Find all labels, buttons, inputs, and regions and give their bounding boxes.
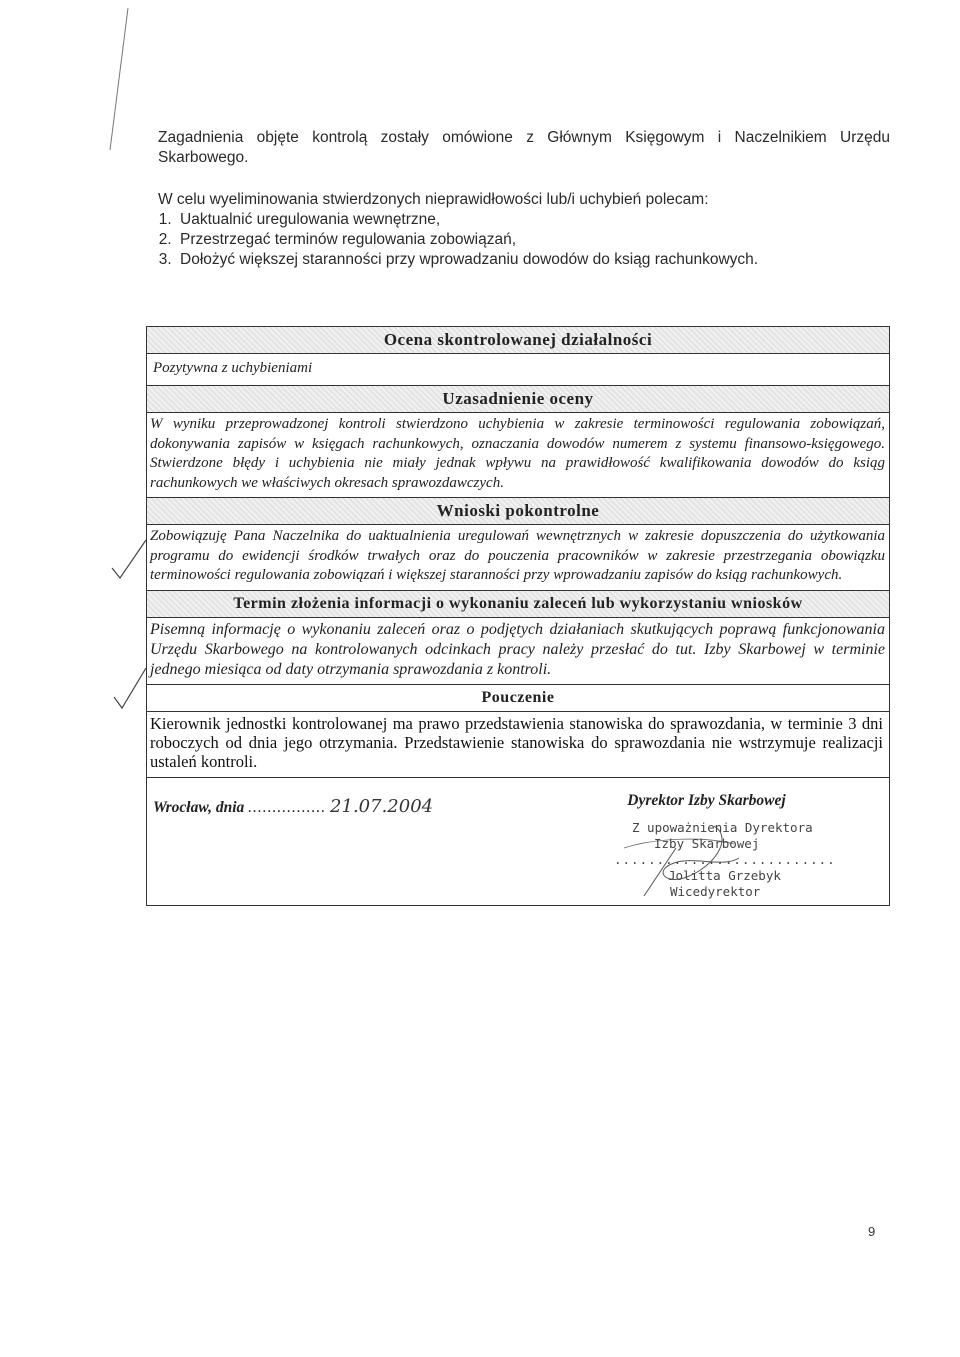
- recommendation-list: [158, 210, 890, 270]
- page-number: 9: [868, 1224, 876, 1239]
- place-date-label: Wrocław, dnia: [153, 798, 245, 816]
- handwritten-date: 21.07.2004: [330, 795, 434, 817]
- signature-block: [524, 778, 889, 905]
- place-date: [147, 778, 524, 905]
- justification-text: W wyniku przeprowadzonej kontroli stwierdzono uchybienia w zakresie terminowości regulowania zobowiązań, dokonywania zapisów w księgach rachunkowych, oznaczania dowodów numerem z systemu finansowo-księgowego. Stwierdzone błędy i uchybienia nie miały jednak wpływu na prawidłowość kwalifikowania dowodów do ksiąg rachunkowych we właściwych okresach sprawozdawczych.: [147, 412, 889, 497]
- recommendation-item: 3. Dołożyć większej staranności przy wprowadzaniu dowodów do ksiąg rachunkowych.: [176, 250, 890, 270]
- stamp-line-position: Wicedyrektor: [670, 883, 761, 899]
- conclusions-text: Zobowiązuję Pana Naczelnika do uaktualnienia uregulowań wewnętrznych w zakresie dopuszczenia do użytkowania programu do ewidencji środków trwałych oraz do pouczenia pracowników w zakresie przestrzegania obowiązku terminowości regulowania zobowiązań i większej staranności przy wprowadzaniu zapisów do ksiąg rachunkowych.: [147, 524, 889, 590]
- assessment-header: Ocena skontrolowanej działalności: [147, 327, 889, 353]
- signatory-title: Dyrektor Izby Skarbowej: [627, 791, 786, 809]
- instruction-text: Kierownik jednostki kontrolowanej ma prawo przedstawienia stanowiska do sprawozdania, w terminie 3 dni roboczych od dnia jego otrzymania. Przedstawienie stanowiska do sprawozdania nie wstrzymuje realizacji ustaleń kontroli.: [147, 711, 889, 777]
- margin-pen-line: [110, 8, 128, 150]
- intro-paragraph-1: Zagadnienia objęte kontrolą zostały omówione z Głównym Księgowym i Naczelnikiem Urzędu Skarbowego.: [158, 129, 890, 166]
- recommendation-item: 1. Uaktualnić uregulowania wewnętrzne,: [176, 210, 890, 230]
- stamp-line-office: Izby Skarbowej: [654, 835, 760, 851]
- deadline-text: Pisemną informację o wykonaniu zaleceń oraz o podjętych działaniach skutkujących poprawą funkcjonowania Urzędu Skarbowego na kontrolowanych odcinkach pracy należy przesłać do tut. Izby Skarbowej w terminie jednego miesiąca od daty otrzymania sprawozdania z kontroli.: [147, 617, 889, 684]
- stamp-dots: ..........................: [614, 851, 836, 867]
- deadline-header: Termin złożenia informacji o wykonaniu zaleceń lub wykorzystaniu wniosków: [147, 590, 889, 617]
- signature-row: [147, 777, 889, 905]
- recommendation-item: 2. Przestrzegać terminów regulowania zobowiązań,: [176, 230, 890, 250]
- assessment-value: Pozytywna z uchybieniami: [147, 353, 889, 385]
- instruction-header: Pouczenie: [147, 684, 889, 711]
- date-dots: ................: [248, 798, 327, 816]
- stamp-line-name: Jolitta Grzebyk: [668, 867, 781, 883]
- check-mark-conclusions: [112, 540, 146, 578]
- assessment-table: [146, 326, 890, 906]
- intro-paragraph-2: W celu wyeliminowania stwierdzonych nieprawidłowości lub/i uchybień polecam:: [158, 191, 709, 208]
- intro-section: [158, 128, 890, 270]
- conclusions-header: Wnioski pokontrolne: [147, 497, 889, 524]
- official-stamp: [614, 820, 834, 900]
- check-mark-deadline: [114, 668, 146, 708]
- justification-header: Uzasadnienie oceny: [147, 385, 889, 412]
- stamp-line-authorization: Z upoważnienia Dyrektora: [632, 819, 813, 835]
